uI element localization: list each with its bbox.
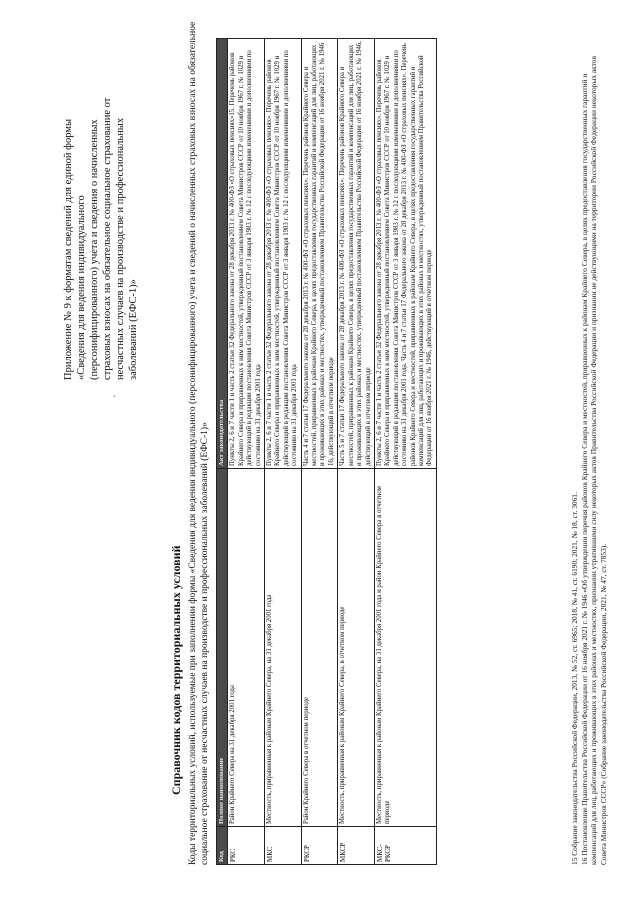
cell-name: Местность, приравненная к районам Крайнего Севера, на 31 декабря 2001 года (265, 469, 302, 827)
table-header-row (217, 39, 228, 865)
column-header-name: Полное наименование (217, 469, 228, 827)
cell-act: Пункты 2, 6 и 7 части 1 и часть 2 статьи 32 Федерального закона от 28 декабря 2013 г. № 400-ФЗ «О страховых пенсиях». Перечень районов Крайнего Севера и приравненных к ним местностей, утвержденный постановлением Совета Министров СССР от 10 ноября 1967 г. № 1029 и действующий в редакции постановления Совета Министров СССР от 3 января 1983 г. № 12 с последующими изменениями и дополнениями по состоянию на 31 декабря 2001 года (265, 39, 302, 469)
appendix-header (62, 40, 140, 380)
cell-code: МКС-РКСР (374, 827, 436, 865)
appendix-line: несчастных случаев на производстве и профессиональных (115, 117, 126, 380)
appendix-line: «Сведения для ведения индивидуального (76, 195, 87, 380)
appendix-line: страховых взносах на обязательное социальное страхование от (102, 97, 113, 380)
stray-mark: ' (112, 395, 122, 397)
footnote-16: 16 Постановление Правительства Российской Федерации от 16 ноября 2021 г. № 1946 «Об утверждении перечня районов Крайнего Севера и местностей, приравненных к районам Крайнего Севера, в целях предоставления государственных гарантий и компенсаций для лиц, работающих и проживающих в этих районах и местностях, признании утратившими силу некоторых актов Правительства Российской Федерации и признании не действующими на территории Российской Федерации некоторых актов Совета Министров СССР» (Собрание законодательства Российской Федерации, 2021, № 47, ст. 7853). (580, 56, 608, 865)
page-title: Справочник кодов территориальных условий (169, 545, 183, 795)
cell-code: РКС (228, 827, 265, 865)
column-header-code: Код (217, 827, 228, 865)
table-row (228, 39, 265, 865)
table-row (265, 39, 302, 865)
cell-act: Часть 4 и 7 статьи 17 Федерального закона от 28 декабря 2013 г. № 400-ФЗ «О страховых пенсиях». Перечень районов Крайнего Севера и местностей, приравненных к районам Крайнего Севера, в целях предоставления государственных гарантий и компенсаций для лиц, работающих и проживающих в этих районах и местностях, утвержденный постановлением Правительства Российской Федерации от 16 ноября 2021 г. № 1946 16, действующий в отчетном периоде (301, 39, 338, 469)
cell-name: Район Крайнего Севера в отчетном периоде (301, 469, 338, 827)
cell-name: Местность, приравненная к районам Крайнего Севера, в отчетном периоде (338, 469, 375, 827)
cell-act: Часть 5 и 7 статьи 17 Федерального закона от 28 декабря 2013 г. № 400-ФЗ «О страховых пенсиях». Перечень районов Крайнего Севера и местностей, приравненных к районам Крайнего Севера, в целях предоставления государственных гарантий и компенсаций для лиц, работающих и проживающих в этих районах и местностях, утвержденный постановлением Правительства Российской Федерации от 16 ноября 2021 г. № 1946, действующий в отчетном периоде (338, 39, 375, 469)
table-row (374, 39, 436, 865)
footnote-15: 15 Собрание законодательства Российской Федерации, 2013, № 52, ст. 6965; 2018, № 41, ст. 6190; 2021, № 18, ст. 3061. (570, 492, 579, 865)
cell-code: МКСР (338, 827, 375, 865)
appendix-line: (персонифицированного) учета и сведения о начисленных (89, 119, 100, 380)
footnotes (570, 39, 609, 865)
cell-code: РКСР (301, 827, 338, 865)
page-subtitle: Коды территориальных условий, используемые при заполнении формы «Сведения для ведения индивидуального (персонифицированного) учета и сведений о начисленных страховых взносах на обязательное социальное страхование от несчастных случаев на производстве и профессиональных заболеваний (ЕФС-1)» (188, 21, 210, 865)
cell-name: Местность, приравненная к районам Крайнего Севера, на 31 декабря 2001 года и район Крайнего Севера в отчетном периоде (374, 469, 436, 827)
column-header-act: Акт законодательства (217, 39, 228, 469)
cell-code: МКС (265, 827, 302, 865)
appendix-line: Приложение № 9 к форматам сведений для единой формы (63, 118, 74, 380)
table-row (338, 39, 375, 865)
cell-act: Пункты 2, 6 и 7 части 1 и часть 2 статьи 32 Федерального закона от 28 декабря 2013 г. № 400-ФЗ «О страховых пенсиях»15. Перечень районов Крайнего Севера и приравненных к ним местностей, утвержденный постановлением Совета Министров СССР от 10 ноября 1967 г. № 1029 и действующий в редакции постановления Совета Министров СССР от 3 января 1983 г. № 12 с последующими изменениями и дополнениями по состоянию на 31 декабря 2001 года (228, 39, 265, 469)
territorial-codes-table (216, 38, 437, 865)
table-row (301, 39, 338, 865)
appendix-line: заболеваний (ЕФС-1)» (128, 279, 139, 380)
cell-name: Район Крайнего Севера на 31 декабря 2001 года (228, 469, 265, 827)
cell-act: Пункты 2, 6 и 7 части 1 и часть 2 статьи 32 Федерального закона от 28 декабря 2013 г. № 400-ФЗ «О страховых пенсиях». Перечень районов Крайнего Севера и приравненных к ним местностей, утвержденный постановлением Совета Министров СССР от 10 ноября 1967 г. № 1029 и действующий в редакции постановления Совета Министров СССР от 3 января 1983 г. № 12 с последующими изменениями и дополнениями по состоянию на 31 декабря 2001 года. Часть 4 и 7 статьи 17 Федерального закона от 28 декабря 2013 г. № 400-ФЗ «О страховых пенсиях». Перечень районов Крайнего Севера и местностей, приравненных к районам Крайнего Севера, в целях предоставления государственных гарантий и компенсаций для лиц, работающих и проживающих в этих районах и местностях, утвержденный постановлением Правительства Российской Федерации от 16 ноября 2021 г. № 1946, действующий в отчетном периоде (374, 39, 436, 469)
